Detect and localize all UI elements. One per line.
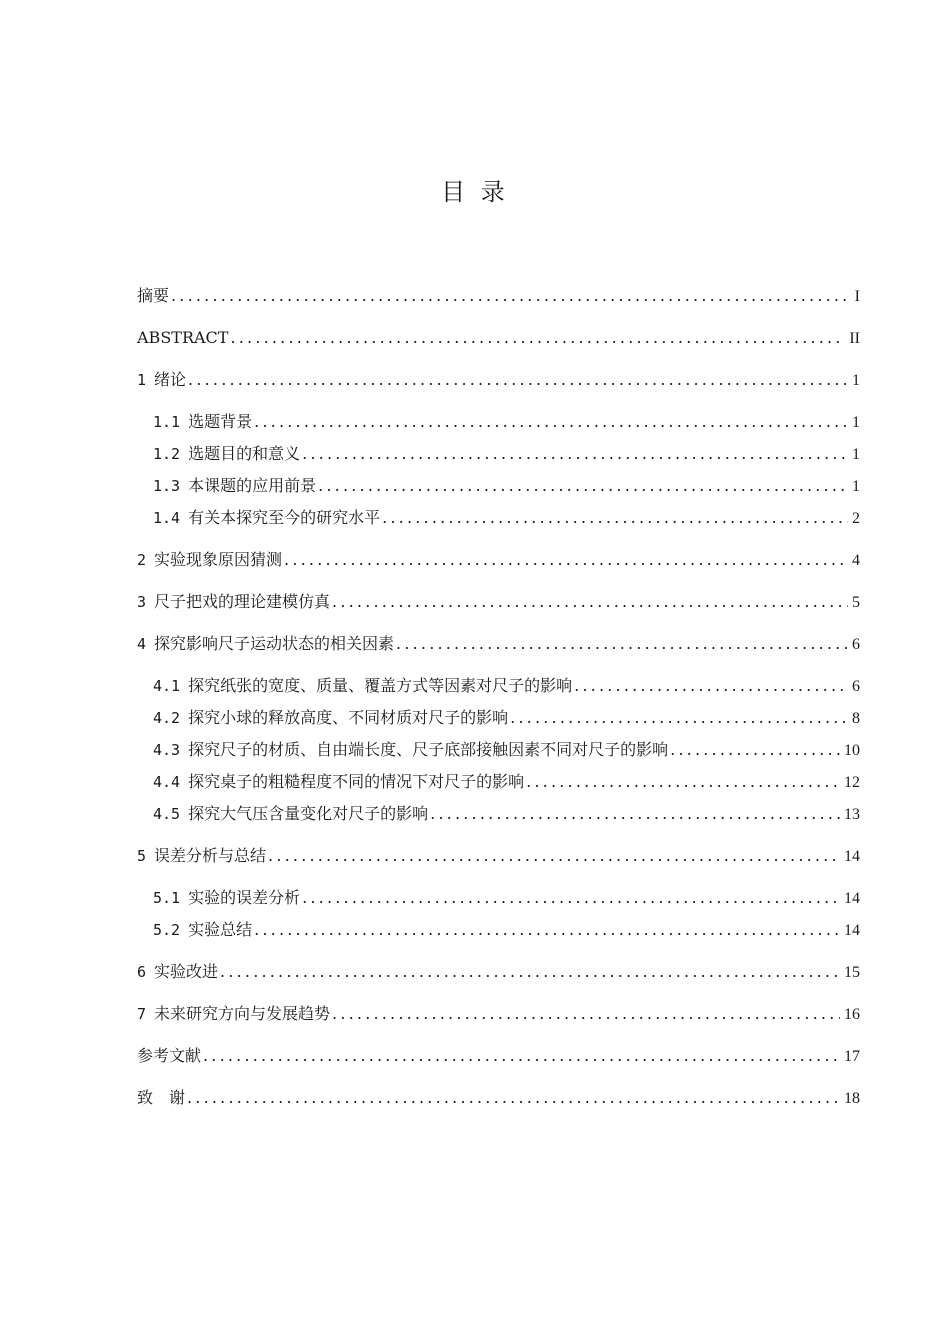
toc-page-number: 5 (852, 594, 860, 611)
toc-page-number: 1 (852, 372, 860, 389)
toc-entry-number: 5.1 (153, 889, 181, 907)
toc-leader-dots (302, 882, 840, 914)
toc-leader-dots (188, 364, 848, 396)
toc-page-number: II (849, 330, 860, 347)
toc-leader-dots (268, 840, 840, 872)
toc-entry-section-1-2[interactable] (137, 438, 860, 470)
toc-entry-abstract-cn[interactable] (137, 280, 860, 312)
toc-entry-label: 本课题的应用前景 (188, 476, 317, 495)
toc-leader-dots (332, 998, 840, 1030)
toc-entry-label: 选题背景 (188, 412, 253, 431)
toc-entry-chapter-5[interactable] (137, 840, 860, 872)
toc-page-number: 15 (844, 964, 860, 981)
toc-entry-number: 4.2 (153, 709, 181, 727)
toc-entry-label: 探究纸张的宽度、质量、覆盖方式等因素对尺子的影响 (188, 676, 573, 695)
toc-entry-number: 2 (137, 551, 147, 569)
toc-page-number: 14 (844, 890, 860, 907)
toc-entry-label: 实验的误差分析 (188, 888, 301, 907)
toc-entry-number: 5 (137, 847, 147, 865)
toc-leader-dots (318, 470, 848, 502)
toc-entry-label: 致 谢 (137, 1088, 186, 1107)
toc-leader-dots (254, 914, 840, 946)
toc-page-number: 16 (844, 1006, 860, 1023)
toc-page-number: 14 (844, 922, 860, 939)
toc-entry-chapter-7[interactable] (137, 998, 860, 1030)
toc-leader-dots (396, 628, 848, 660)
toc-page-number: 6 (852, 636, 860, 653)
toc-page-number: 18 (844, 1090, 860, 1107)
toc-leader-dots (430, 798, 840, 830)
toc-entry-abstract-en[interactable] (137, 322, 860, 354)
toc-entry-label: 有关本探究至今的研究水平 (188, 508, 381, 527)
toc-leader-dots (254, 406, 848, 438)
toc-page-number: 17 (844, 1048, 860, 1065)
toc-entry-section-4-4[interactable] (137, 766, 860, 798)
toc-entry-acknowledgements[interactable] (137, 1082, 860, 1114)
toc-entry-label: 探究桌子的粗糙程度不同的情况下对尺子的影响 (188, 772, 525, 791)
toc-entry-label: 实验总结 (188, 920, 253, 939)
toc-leader-dots (382, 502, 848, 534)
toc-entry-number: 4 (137, 635, 147, 653)
toc-entry-number: 1 (137, 371, 147, 389)
toc-entry-chapter-3[interactable] (137, 586, 860, 618)
toc-entry-section-4-5[interactable] (137, 798, 860, 830)
toc-entry-number: 4.5 (153, 805, 181, 823)
table-of-contents (137, 280, 860, 1114)
toc-page-number: 1 (852, 446, 860, 463)
toc-entry-chapter-6[interactable] (137, 956, 860, 988)
toc-page-number: 8 (852, 710, 860, 727)
toc-entry-label: 实验改进 (154, 962, 219, 981)
toc-leader-dots (171, 280, 851, 312)
toc-page-number: 1 (852, 478, 860, 495)
toc-entry-number: 1.4 (153, 509, 181, 527)
toc-entry-section-5-2[interactable] (137, 914, 860, 946)
toc-entry-number: 1.2 (153, 445, 181, 463)
toc-leader-dots (670, 734, 840, 766)
toc-entry-chapter-1[interactable] (137, 364, 860, 396)
toc-leader-dots (510, 702, 848, 734)
toc-leader-dots (526, 766, 840, 798)
toc-entry-label: 探究尺子的材质、自由端长度、尺子底部接触因素不同对尺子的影响 (188, 740, 669, 759)
toc-page-number: 10 (844, 742, 860, 759)
toc-entry-label: 选题目的和意义 (188, 444, 301, 463)
toc-entry-number: 7 (137, 1005, 147, 1023)
toc-leader-dots (187, 1082, 840, 1114)
toc-entry-section-4-3[interactable] (137, 734, 860, 766)
toc-entry-label: 探究影响尺子运动状态的相关因素 (154, 634, 395, 653)
toc-leader-dots (230, 322, 845, 354)
toc-entry-references[interactable] (137, 1040, 860, 1072)
toc-leader-dots (332, 586, 848, 618)
toc-entry-section-4-1[interactable] (137, 670, 860, 702)
toc-leader-dots (220, 956, 840, 988)
page-title: 目 录 (441, 178, 509, 206)
toc-entry-section-5-1[interactable] (137, 882, 860, 914)
toc-entry-number: 3 (137, 593, 147, 611)
toc-entry-label: ABSTRACT (137, 328, 229, 347)
toc-entry-label: 摘要 (137, 286, 170, 305)
toc-entry-chapter-2[interactable] (137, 544, 860, 576)
toc-entry-section-1-3[interactable] (137, 470, 860, 502)
toc-entry-number: 1.3 (153, 477, 181, 495)
toc-page-number: 1 (852, 414, 860, 431)
toc-entry-section-1-4[interactable] (137, 502, 860, 534)
toc-entry-label: 实验现象原因猜测 (154, 550, 283, 569)
toc-leader-dots (302, 438, 848, 470)
toc-entry-number: 4.4 (153, 773, 181, 791)
toc-page-number: 13 (844, 806, 860, 823)
toc-entry-number: 4.1 (153, 677, 181, 695)
toc-entry-chapter-4[interactable] (137, 628, 860, 660)
toc-entry-number: 6 (137, 963, 147, 981)
toc-entry-label: 参考文献 (137, 1046, 202, 1065)
toc-page-number: 14 (844, 848, 860, 865)
toc-entry-label: 探究小球的释放高度、不同材质对尺子的影响 (188, 708, 509, 727)
toc-entry-label: 探究大气压含量变化对尺子的影响 (188, 804, 429, 823)
toc-entry-label: 误差分析与总结 (154, 846, 267, 865)
toc-page-number: 2 (852, 510, 860, 527)
toc-entry-section-1-1[interactable] (137, 406, 860, 438)
toc-entry-label: 尺子把戏的理论建模仿真 (154, 592, 331, 611)
toc-page-number: 12 (844, 774, 860, 791)
toc-entry-number: 1.1 (153, 413, 181, 431)
toc-page-number: I (854, 288, 860, 305)
toc-page-number: 4 (852, 552, 860, 569)
toc-page-number: 6 (852, 678, 860, 695)
toc-leader-dots (203, 1040, 840, 1072)
toc-entry-number: 4.3 (153, 741, 181, 759)
toc-leader-dots (574, 670, 848, 702)
toc-entry-label: 绪论 (154, 370, 187, 389)
toc-entry-section-4-2[interactable] (137, 702, 860, 734)
toc-entry-label: 未来研究方向与发展趋势 (154, 1004, 331, 1023)
toc-entry-number: 5.2 (153, 921, 181, 939)
toc-leader-dots (284, 544, 848, 576)
